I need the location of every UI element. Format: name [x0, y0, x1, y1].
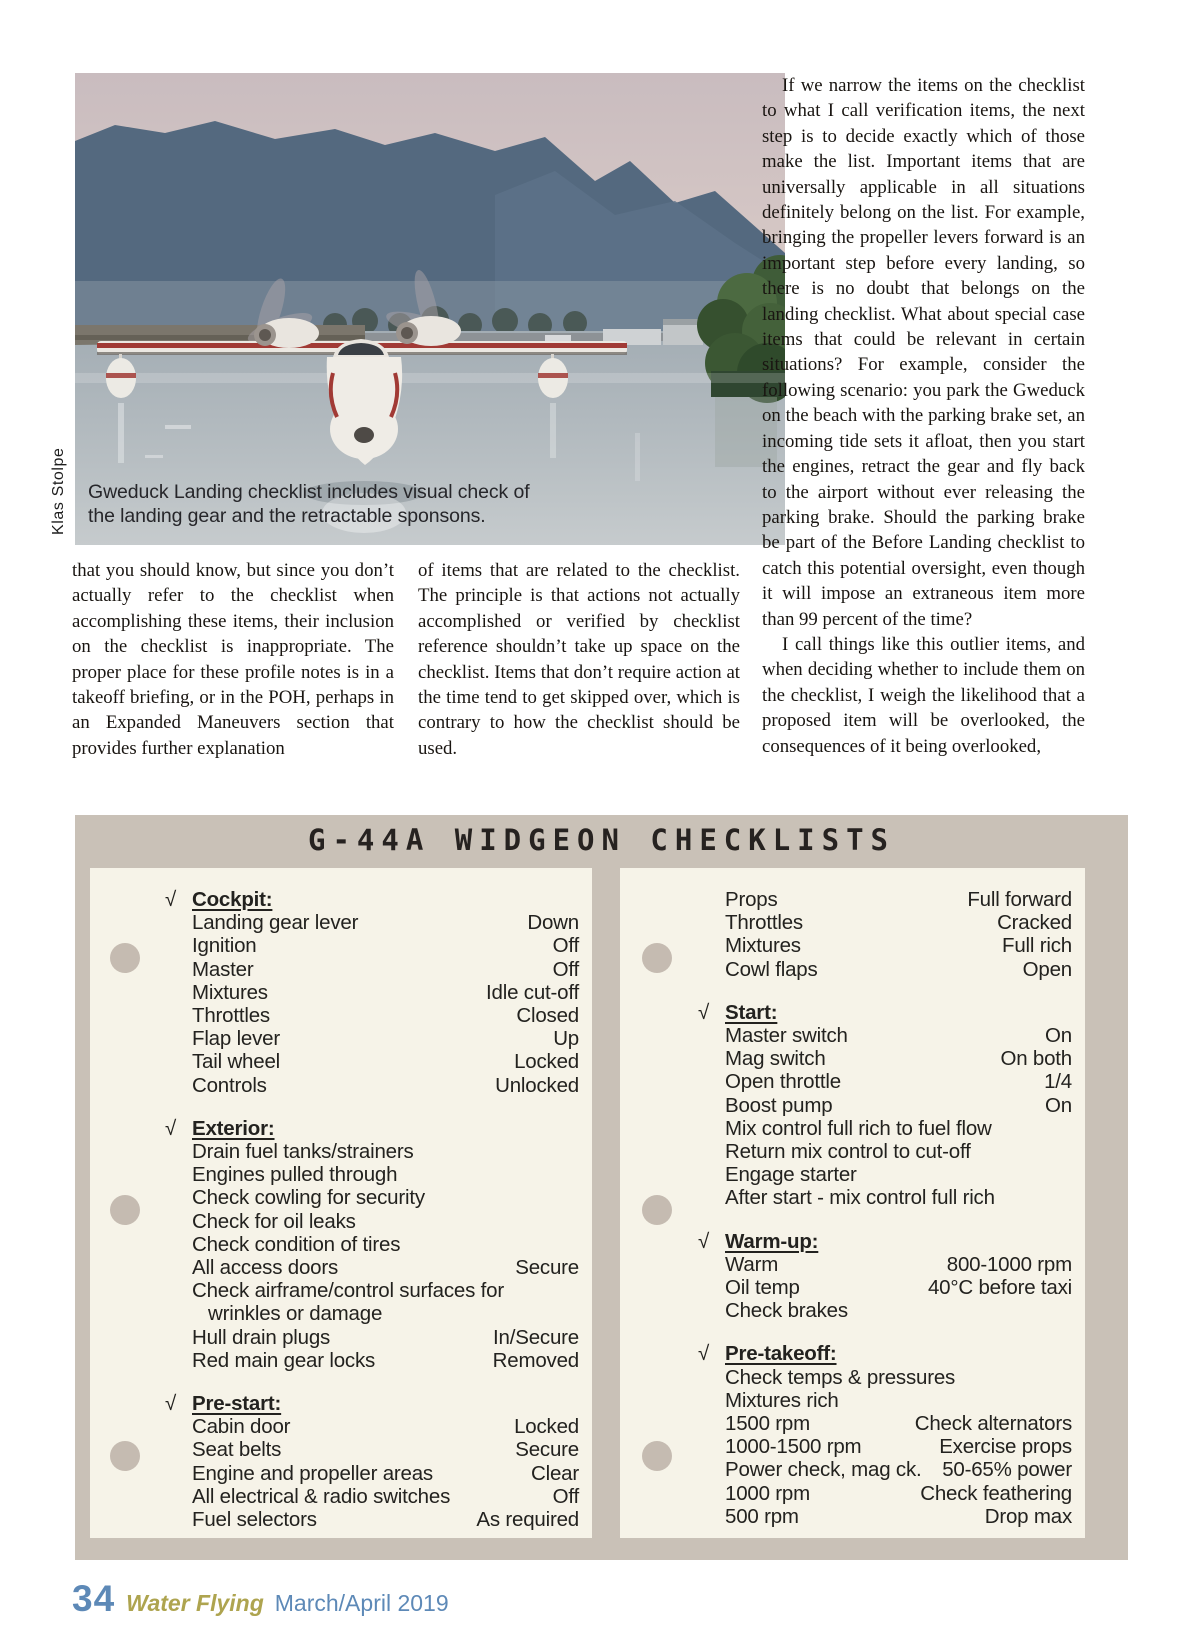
checklist-item	[192, 1485, 579, 1508]
item-value: Full rich	[1002, 934, 1072, 958]
check-mark-icon: √	[698, 1000, 710, 1024]
checklist-section-header	[698, 1342, 1072, 1366]
photo-caption-line2: the landing gear and the retractable sponsons.	[88, 504, 486, 527]
item-value: Off	[552, 957, 579, 981]
item-name: Check temps & pressures	[725, 1365, 956, 1389]
checklist-item	[725, 958, 1072, 981]
checklist-right-panel	[620, 868, 1085, 1538]
checklist-section-header	[165, 1116, 579, 1140]
checklist-section-header	[165, 1392, 579, 1416]
checklist-item	[725, 1024, 1072, 1047]
item-name: Mixtures rich	[725, 1388, 839, 1412]
item-name: Mix control full rich to fuel flow	[725, 1116, 992, 1140]
item-name: All electrical & radio switches	[192, 1484, 451, 1508]
keel-shadow	[354, 427, 374, 443]
item-name: Engine and propeller areas	[192, 1461, 433, 1485]
item-value: Clear	[531, 1461, 579, 1485]
checklist-item	[192, 1349, 579, 1372]
checklist-item	[192, 1462, 579, 1485]
item-value: Off	[552, 934, 579, 958]
item-value: On	[1045, 1024, 1072, 1048]
checklist-left-panel	[90, 868, 592, 1538]
section-title: Warm-up:	[725, 1229, 819, 1253]
item-name: Landing gear lever	[192, 911, 359, 935]
item-name: Power check, mag ck.	[725, 1458, 922, 1482]
item-name: Cowl flaps	[725, 957, 818, 981]
item-name: Fuel selectors	[192, 1508, 317, 1532]
checklist-item	[192, 1326, 579, 1349]
item-value: Closed	[516, 1004, 579, 1028]
checklist-item	[725, 1070, 1072, 1093]
checklist-section	[165, 1116, 579, 1372]
item-name: Tail wheel	[192, 1050, 281, 1074]
checklist-section-header	[165, 888, 579, 911]
checklist-item	[725, 1505, 1072, 1528]
checklist-section	[165, 888, 579, 1097]
item-name: Master	[192, 957, 254, 981]
item-name: Throttles	[725, 911, 803, 935]
checklist-item	[192, 1140, 579, 1163]
checklist-section	[698, 1342, 1072, 1528]
check-mark-icon: √	[698, 1229, 710, 1253]
item-value: 50-65% power	[942, 1458, 1072, 1482]
checklist-section-header	[698, 1229, 1072, 1253]
item-name: Check condition of tires	[192, 1232, 401, 1256]
item-value: 800-1000 rpm	[946, 1252, 1072, 1276]
item-value: Secure	[515, 1438, 579, 1462]
checklist-item	[192, 1186, 579, 1209]
item-value: Secure	[515, 1256, 579, 1280]
section-title: Start:	[725, 1000, 778, 1024]
item-name: Flap lever	[192, 1027, 281, 1051]
item-name: Props	[725, 888, 778, 911]
article-column-2	[418, 558, 740, 761]
item-value: Removed	[492, 1348, 579, 1372]
item-value: Check feathering	[920, 1481, 1072, 1505]
checklist-item	[192, 934, 579, 957]
section-title: Pre-start:	[192, 1392, 282, 1416]
item-name: Open throttle	[725, 1070, 841, 1094]
check-mark-icon: √	[165, 888, 177, 911]
checklist-item	[725, 1186, 1072, 1209]
checklist-section	[725, 888, 1072, 981]
item-value: Off	[552, 1484, 579, 1508]
checklist-item	[725, 1253, 1072, 1276]
item-value: Cracked	[997, 911, 1072, 935]
item-name: Mixtures	[192, 980, 268, 1004]
checklist-item	[192, 1004, 579, 1027]
checklist-title: G-44A WIDGEON CHECKLISTS	[307, 823, 896, 857]
article-paragraph: If we narrow the items on the checklist to what I call verification items, the next step is to decide exactly which of those make the list. Important items that are universally applicable in all situations definitely belong on the list. For example, bringing the propeller levers forward is an important step before every landing, so there is no doubt that belongs on the landing checklist. What about special case items that could be relevant in certain situations? For example, consider the following scenario: you park the Gweduck on the beach with the parking brake set, an incoming tide sets it afloat, then you start the engines, retract the gear and fly back to the airport without ever releasing the parking brake. Should the parking brake be part of the Before Landing checklist to catch this potential oversight, even though it will impose an extraneous item more than 99 percent of the time?	[762, 75, 1085, 630]
item-name: Oil temp	[725, 1276, 800, 1300]
checklist-left-content	[90, 868, 592, 1531]
item-value: Drop max	[984, 1504, 1072, 1528]
breakwater-shadow	[75, 335, 365, 340]
checklist-item	[192, 1027, 579, 1050]
item-name: 1000-1500 rpm	[725, 1435, 862, 1459]
checklist-item	[725, 1094, 1072, 1117]
water-glint-band	[75, 373, 785, 383]
checklist-section	[698, 1000, 1072, 1210]
article-paragraph: of items that are related to the checklist. The principle is that actions not actually accomplished or verified by checklist reference shouldn’t take up space on the checklist. Items that don’t require action at the time tend to get skipped over, which is contrary to how the checklist should be used.	[418, 560, 740, 759]
item-value: 1/4	[1044, 1070, 1072, 1094]
item-value: On both	[1000, 1047, 1072, 1071]
item-name: Throttles	[192, 1004, 270, 1028]
item-name: Check for oil leaks	[192, 1209, 356, 1233]
checklist-item	[725, 1276, 1072, 1299]
item-value: Unlocked	[495, 1073, 579, 1097]
item-name: All access doors	[192, 1256, 339, 1280]
item-value: Up	[553, 1027, 579, 1051]
item-name: Red main gear locks	[192, 1348, 376, 1372]
item-name: Mag switch	[725, 1047, 826, 1071]
item-name: Ignition	[192, 934, 257, 958]
item-name: 1000 rpm	[725, 1481, 811, 1505]
item-value: 40°C before taxi	[927, 1276, 1072, 1300]
checklist-item	[725, 1299, 1072, 1322]
item-value: Full forward	[967, 888, 1072, 911]
item-name: Warm	[725, 1252, 779, 1276]
item-name: After start - mix control full rich	[725, 1186, 995, 1210]
checklist-section	[698, 1229, 1072, 1323]
checklist-item	[725, 1412, 1072, 1435]
checklist-item	[192, 1210, 579, 1233]
checklist-item	[725, 1140, 1072, 1163]
check-mark-icon: √	[698, 1342, 710, 1366]
page-number: 34	[72, 1578, 116, 1619]
checklist-item	[192, 1279, 579, 1325]
article-paragraph: I call things like this outlier items, and when deciding whether to include them on the checklist, I weigh the likelihood that a proposed item will be overlooked, the consequences of it being overlooked,	[762, 633, 1085, 757]
checklist-right-content	[620, 868, 1085, 1528]
item-name: 1500 rpm	[725, 1412, 811, 1436]
seaplane-photo-art	[75, 73, 785, 545]
checklist-item	[192, 1256, 579, 1279]
checklist-item	[725, 1389, 1072, 1412]
checklist-item	[725, 934, 1072, 957]
item-name: Boost pump	[725, 1093, 833, 1117]
item-name: Mixtures	[725, 934, 801, 958]
item-value: In/Secure	[493, 1325, 579, 1349]
item-name: Hull drain plugs	[192, 1325, 331, 1349]
item-name: 500 rpm	[725, 1504, 799, 1528]
checklist-item	[725, 1435, 1072, 1458]
checklist-section-header	[698, 1000, 1072, 1024]
checklist-item	[725, 1366, 1072, 1389]
checklist-item	[192, 958, 579, 981]
item-name: Return mix control to cut-off	[725, 1140, 971, 1164]
seaplane-photo	[75, 73, 785, 545]
checklist-item	[192, 1050, 579, 1073]
issue-date: March/April 2019	[274, 1590, 449, 1616]
section-title: Cockpit:	[192, 888, 273, 911]
checklist-item	[725, 1117, 1072, 1140]
item-name: Check cowling for security	[192, 1186, 425, 1210]
checklist-item	[725, 911, 1072, 934]
item-value: On	[1045, 1093, 1072, 1117]
item-value: Idle cut-off	[486, 980, 579, 1004]
checklist-box	[75, 815, 1128, 1560]
item-value: Locked	[514, 1415, 579, 1439]
section-title: Pre-takeoff:	[725, 1342, 837, 1366]
checklist-item	[192, 1438, 579, 1461]
item-name: Check airframe/control surfaces for wrinkles or damage	[192, 1279, 505, 1326]
photo-credit: Klas Stolpe	[50, 447, 67, 535]
item-value: As required	[476, 1508, 579, 1532]
checklist-item	[192, 981, 579, 1004]
item-name: Master switch	[725, 1024, 848, 1048]
photo-caption	[88, 481, 530, 528]
checklist-item	[192, 1074, 579, 1097]
article-column-1	[72, 558, 394, 761]
checklist-item	[192, 1233, 579, 1256]
item-value: Open	[1022, 957, 1072, 981]
checklist-section	[165, 1392, 579, 1532]
checklist-item	[725, 888, 1072, 911]
checklist-item	[725, 1047, 1072, 1070]
item-name: Seat belts	[192, 1438, 282, 1462]
photo-caption-line1: Gweduck Landing checklist includes visual check of	[88, 481, 530, 503]
item-value: Down	[527, 911, 579, 935]
check-mark-icon: √	[165, 1116, 177, 1140]
page-footer	[72, 1578, 449, 1620]
checklist-item	[192, 1163, 579, 1186]
item-name: Check brakes	[725, 1299, 848, 1323]
checklist-item	[192, 911, 579, 934]
item-value: Check alternators	[914, 1412, 1072, 1436]
article-column-3	[762, 73, 1085, 759]
check-mark-icon: √	[165, 1392, 177, 1416]
magazine-name: Water Flying	[126, 1590, 264, 1616]
checklist-item	[192, 1415, 579, 1438]
item-name: Drain fuel tanks/strainers	[192, 1140, 414, 1164]
item-value: Exercise props	[939, 1435, 1072, 1459]
item-name: Engage starter	[725, 1163, 857, 1187]
item-value: Locked	[514, 1050, 579, 1074]
item-name: Engines pulled through	[192, 1163, 398, 1187]
item-name: Controls	[192, 1073, 267, 1097]
article-paragraph: that you should know, but since you don’t actually refer to the checklist when accomplishing these items, their inclusion on the checklist is inappropriate. The proper place for these profile notes is in a takeoff briefing, or in the POH, perhaps in an Expanded Maneuvers section that provides further explanation	[72, 560, 394, 759]
item-name: Cabin door	[192, 1415, 291, 1439]
checklist-item	[725, 1458, 1072, 1481]
checklist-item	[725, 1163, 1072, 1186]
checklist-item	[192, 1508, 579, 1531]
section-title: Exterior:	[192, 1116, 275, 1140]
checklist-item	[725, 1482, 1072, 1505]
